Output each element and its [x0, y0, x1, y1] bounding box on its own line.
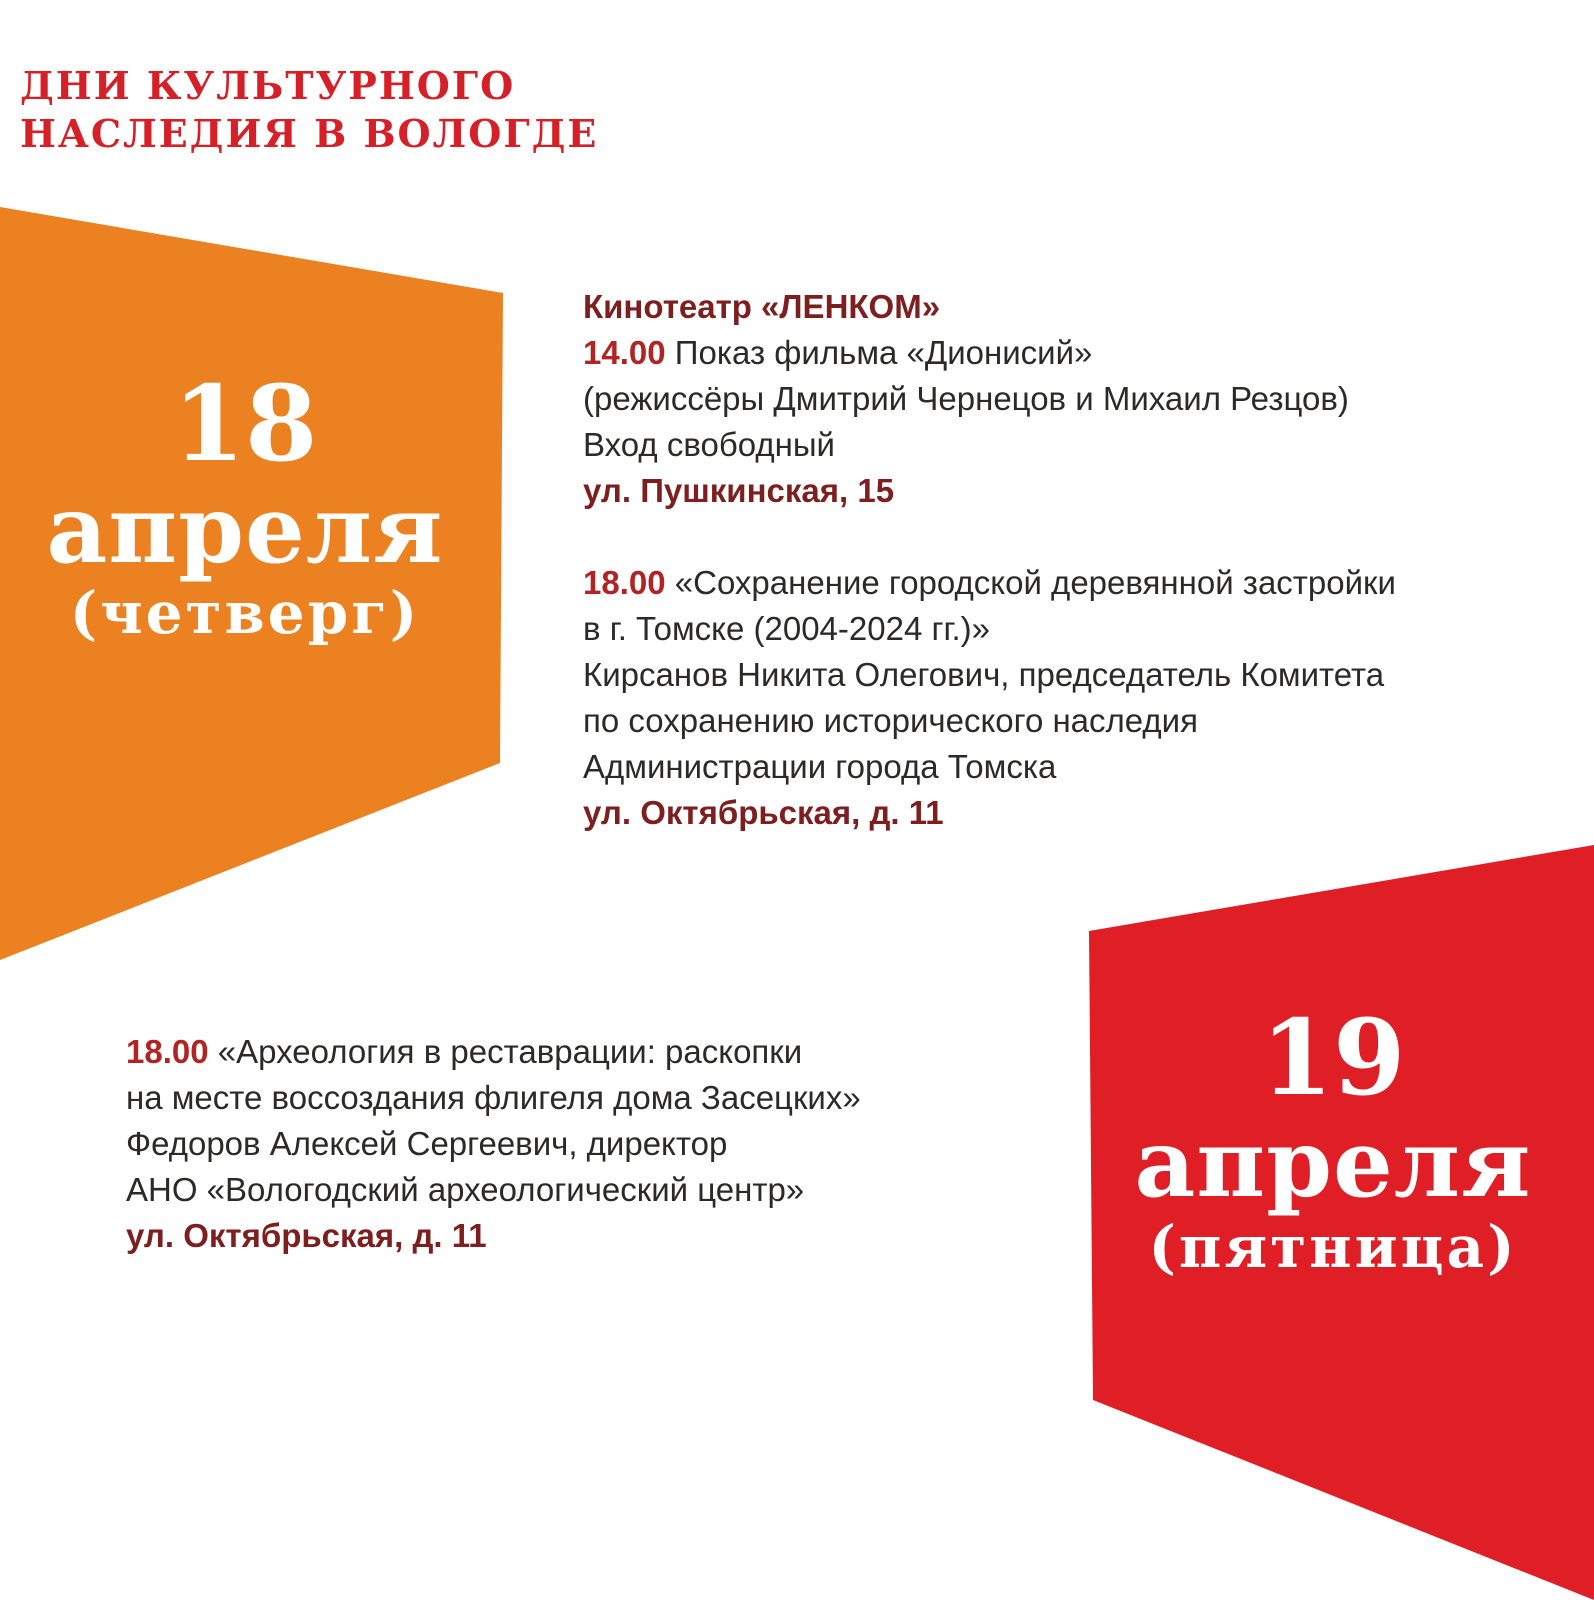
- page-title: [20, 62, 598, 158]
- day-number: 18: [172, 362, 318, 485]
- event-spacer: [583, 514, 1583, 560]
- event-detail: Федоров Алексей Сергеевич, директор: [126, 1125, 728, 1162]
- event-heading: [126, 1029, 1066, 1075]
- date-april-18: [30, 362, 460, 647]
- event-item: [583, 560, 1583, 836]
- event-item: [583, 330, 1583, 514]
- event-detail: Кирсанов Никита Олегович, председатель Комитета: [583, 656, 1385, 693]
- event-title: «Сохранение городской деревянной застройки: [674, 564, 1396, 601]
- event-detail: АНО «Вологодский археологический центр»: [126, 1171, 805, 1208]
- date-april-19: [1118, 996, 1548, 1281]
- event-address: ул. Октябрьская, д. 11: [126, 1217, 487, 1254]
- day1-event-list: [583, 284, 1583, 836]
- event-detail: Вход свободный: [583, 426, 835, 463]
- venue-name: Кинотеатр «ЛЕНКОМ»: [583, 288, 941, 325]
- event-item: [126, 1029, 1066, 1259]
- event-detail: Администрации города Томска: [583, 748, 1057, 785]
- event-detail: (режиссёры Дмитрий Чернецов и Михаил Резцов): [583, 380, 1349, 417]
- month-label: апреля: [1134, 1109, 1532, 1219]
- event-detail: по сохранению исторического наследия: [583, 702, 1198, 739]
- weekday-label: (четверг): [69, 579, 421, 647]
- title-line-1: ДНИ КУЛЬТУРНОГО: [20, 63, 516, 108]
- event-heading: [583, 560, 1583, 606]
- event-address: ул. Октябрьская, д. 11: [583, 794, 944, 831]
- event-time: 18.00: [126, 1033, 209, 1070]
- event-detail: в г. Томске (2004-2024 гг.)»: [583, 610, 991, 647]
- event-time: 14.00: [583, 334, 666, 371]
- event-time: 18.00: [583, 564, 666, 601]
- event-heading: [583, 330, 1583, 376]
- event-title: «Археология в реставрации: раскопки: [217, 1033, 803, 1070]
- day-number: 19: [1260, 996, 1406, 1119]
- day2-event-list: [126, 1029, 1066, 1259]
- title-line-2: НАСЛЕДИЯ В ВОЛОГДЕ: [20, 111, 599, 156]
- event-title: Показ фильма «Дионисий»: [674, 334, 1093, 371]
- weekday-label: (пятница): [1148, 1213, 1518, 1281]
- event-address: ул. Пушкинская, 15: [583, 472, 895, 509]
- event-detail: на месте воссоздания флигеля дома Засецких»: [126, 1079, 861, 1116]
- month-label: апреля: [46, 475, 444, 585]
